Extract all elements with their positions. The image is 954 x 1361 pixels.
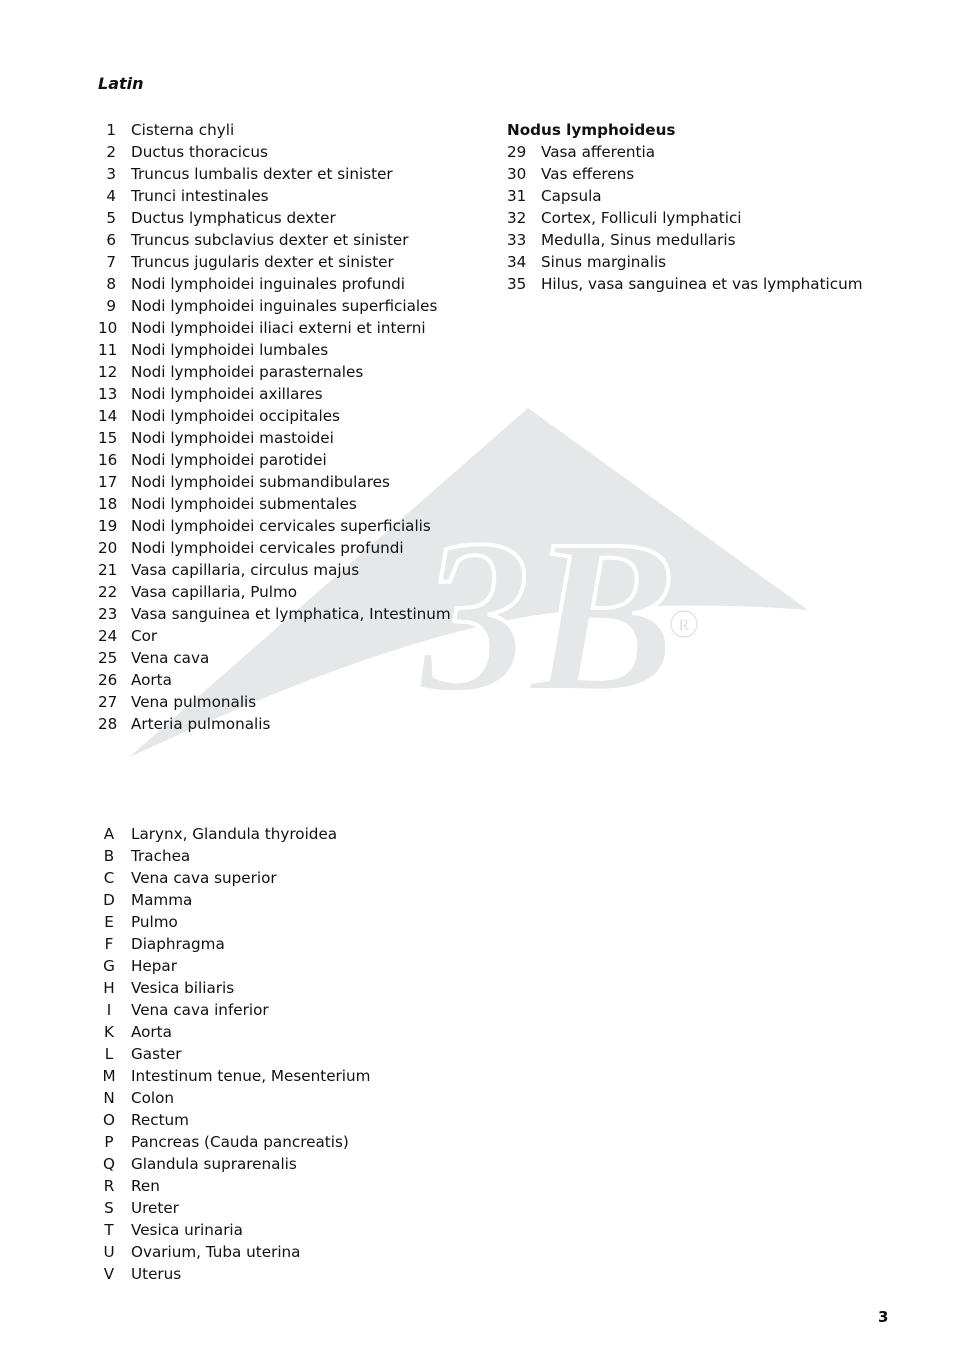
list-item <box>98 889 370 911</box>
list-item <box>507 185 863 207</box>
list-item <box>507 229 863 251</box>
item-label: Nodi lymphoidei parasternales <box>131 363 364 381</box>
item-key: 22 <box>98 583 118 601</box>
list-item <box>98 603 451 625</box>
item-label: Nodi lymphoidei axillares <box>131 385 323 403</box>
list-item <box>98 1197 370 1219</box>
list-item <box>98 1109 370 1131</box>
item-key: 23 <box>98 605 118 623</box>
item-label: Arteria pulmonalis <box>131 715 271 733</box>
item-label: Nodi lymphoidei cervicales superficialis <box>131 517 431 535</box>
list-item <box>98 471 451 493</box>
list-item <box>98 911 370 933</box>
item-label: Vena cava superior <box>131 869 277 887</box>
item-key: L <box>104 1045 114 1063</box>
item-label: Vasa afferentia <box>541 143 656 161</box>
item-key: 20 <box>98 539 118 557</box>
item-label: Ren <box>131 1177 160 1195</box>
item-key: M <box>102 1067 116 1085</box>
item-key: 27 <box>98 693 118 711</box>
item-key: 30 <box>507 165 527 183</box>
item-key: 10 <box>98 319 118 337</box>
list-item <box>98 515 451 537</box>
item-label: Nodi lymphoidei cervicales profundi <box>131 539 404 557</box>
item-key: K <box>104 1023 114 1041</box>
list-item <box>98 119 451 141</box>
list-item <box>98 207 451 229</box>
item-label: Vena cava <box>131 649 210 667</box>
list-item <box>98 933 370 955</box>
list-item <box>98 405 451 427</box>
item-key: R <box>103 1177 115 1195</box>
item-key: 12 <box>98 363 118 381</box>
item-label: Vasa capillaria, Pulmo <box>131 583 298 601</box>
list-item <box>98 1065 370 1087</box>
item-label: Nodi lymphoidei iliaci externi et interni <box>131 319 426 337</box>
item-key: P <box>104 1133 114 1151</box>
nodus-lymphoideus-section <box>507 119 863 295</box>
item-label: Aorta <box>131 671 172 689</box>
item-label: Pancreas (Cauda pancreatis) <box>131 1133 349 1151</box>
list-item <box>98 383 451 405</box>
item-label: Intestinum tenue, Mesenterium <box>131 1067 371 1085</box>
list-item <box>98 1175 370 1197</box>
list-item <box>98 273 451 295</box>
item-key: G <box>103 957 115 975</box>
item-label: Sinus marginalis <box>541 253 667 271</box>
list-item <box>98 999 370 1021</box>
item-label: Vasa sanguinea et lymphatica, Intestinum <box>131 605 451 623</box>
item-key: S <box>104 1199 114 1217</box>
item-key: Q <box>103 1155 115 1173</box>
item-label: Nodi lymphoidei mastoidei <box>131 429 334 447</box>
item-label: Vas efferens <box>541 165 635 183</box>
item-label: Nodi lymphoidei submentales <box>131 495 357 513</box>
item-label: Vesica biliaris <box>131 979 235 997</box>
list-item <box>98 713 451 735</box>
list-item <box>98 339 451 361</box>
item-key: 18 <box>98 495 118 513</box>
list-item <box>507 273 863 295</box>
item-label: Rectum <box>131 1111 189 1129</box>
item-key: 32 <box>507 209 527 227</box>
item-key: D <box>103 891 115 909</box>
item-label: Nodi lymphoidei submandibulares <box>131 473 390 491</box>
item-key: 35 <box>507 275 527 293</box>
list-item <box>98 955 370 977</box>
item-label: Capsula <box>541 187 602 205</box>
item-label: Diaphragma <box>131 935 225 953</box>
item-label: Glandula suprarenalis <box>131 1155 297 1173</box>
item-label: Hilus, vasa sanguinea et vas lymphaticum <box>541 275 863 293</box>
numbered-legend-list <box>98 119 451 735</box>
item-label: Medulla, Sinus medullaris <box>541 231 736 249</box>
item-key: 28 <box>98 715 118 733</box>
list-item <box>98 845 370 867</box>
3b-logo-text-icon: 3B <box>420 494 677 738</box>
list-item <box>98 537 451 559</box>
item-key: F <box>104 935 114 953</box>
item-key: 8 <box>106 275 116 293</box>
item-key: 16 <box>98 451 118 469</box>
lettered-legend-list <box>98 823 370 1285</box>
item-key: 7 <box>106 253 116 271</box>
item-key: 19 <box>98 517 118 535</box>
item-label: Ureter <box>131 1199 179 1217</box>
item-label: Truncus jugularis dexter et sinister <box>131 253 394 271</box>
item-key: I <box>106 1001 112 1019</box>
page-number: 3 <box>878 1308 889 1326</box>
page-heading: Latin <box>98 74 144 93</box>
item-label: Ductus lymphaticus dexter <box>131 209 336 227</box>
list-item <box>98 449 451 471</box>
item-label: Colon <box>131 1089 175 1107</box>
item-key: 11 <box>98 341 118 359</box>
list-item <box>98 317 451 339</box>
item-key: 29 <box>507 143 527 161</box>
item-key: 24 <box>98 627 118 645</box>
list-item <box>98 163 451 185</box>
item-key: E <box>104 913 114 931</box>
item-label: Gaster <box>131 1045 182 1063</box>
item-key: 31 <box>507 187 527 205</box>
item-key: A <box>103 825 115 843</box>
item-key: C <box>103 869 115 887</box>
item-key: 33 <box>507 231 527 249</box>
item-label: Nodi lymphoidei inguinales profundi <box>131 275 406 293</box>
item-label: Truncus lumbalis dexter et sinister <box>131 165 393 183</box>
item-label: Aorta <box>131 1023 172 1041</box>
item-key: 9 <box>106 297 116 315</box>
item-key: H <box>103 979 115 997</box>
list-item <box>98 1263 370 1285</box>
item-label: Vena pulmonalis <box>131 693 257 711</box>
item-label: Ovarium, Tuba uterina <box>131 1243 301 1261</box>
item-label: Vesica urinaria <box>131 1221 243 1239</box>
list-item <box>98 1153 370 1175</box>
item-label: Larynx, Glandula thyroidea <box>131 825 338 843</box>
list-item <box>98 1043 370 1065</box>
list-item <box>98 647 451 669</box>
list-item <box>98 295 451 317</box>
item-key: 2 <box>106 143 116 161</box>
item-key: 14 <box>98 407 118 425</box>
item-key: 1 <box>106 121 116 139</box>
list-item <box>507 163 863 185</box>
svg-text:R: R <box>678 617 690 634</box>
item-key: N <box>103 1089 115 1107</box>
list-item <box>98 1241 370 1263</box>
list-item <box>98 141 451 163</box>
list-item <box>98 229 451 251</box>
list-item <box>98 427 451 449</box>
item-label: Nodi lymphoidei occipitales <box>131 407 340 425</box>
list-item <box>98 977 370 999</box>
list-item <box>98 581 451 603</box>
list-item <box>98 1219 370 1241</box>
item-label: Vasa capillaria, circulus majus <box>131 561 360 579</box>
list-item <box>98 1087 370 1109</box>
item-key: V <box>103 1265 115 1283</box>
item-label: Truncus subclavius dexter et sinister <box>131 231 409 249</box>
item-key: 26 <box>98 671 118 689</box>
item-key: B <box>103 847 115 865</box>
item-key: 3 <box>106 165 116 183</box>
list-item <box>98 867 370 889</box>
list-item <box>98 493 451 515</box>
item-label: Trunci intestinales <box>131 187 269 205</box>
item-key: 17 <box>98 473 118 491</box>
item-key: T <box>104 1221 114 1239</box>
item-label: Hepar <box>131 957 177 975</box>
item-label: Cortex, Folliculi lymphatici <box>541 209 742 227</box>
item-label: Trachea <box>131 847 191 865</box>
item-label: Mamma <box>131 891 193 909</box>
list-item <box>507 251 863 273</box>
list-item <box>98 1131 370 1153</box>
item-label: Pulmo <box>131 913 178 931</box>
item-label: Uterus <box>131 1265 182 1283</box>
list-item <box>98 185 451 207</box>
list-item <box>98 669 451 691</box>
item-label: Nodi lymphoidei inguinales superficiales <box>131 297 438 315</box>
item-key: 4 <box>106 187 116 205</box>
list-item <box>507 207 863 229</box>
list-item <box>98 559 451 581</box>
list-item <box>98 625 451 647</box>
item-key: 5 <box>106 209 116 227</box>
item-key: 34 <box>507 253 527 271</box>
item-label: Vena cava inferior <box>131 1001 269 1019</box>
item-key: 25 <box>98 649 118 667</box>
list-item <box>98 251 451 273</box>
list-item <box>98 1021 370 1043</box>
item-label: Ductus thoracicus <box>131 143 268 161</box>
list-item <box>98 361 451 383</box>
item-key: 6 <box>106 231 116 249</box>
item-key: 21 <box>98 561 118 579</box>
item-key: U <box>103 1243 115 1261</box>
item-key: 15 <box>98 429 118 447</box>
item-key: 13 <box>98 385 118 403</box>
item-label: Cisterna chyli <box>131 121 235 139</box>
item-label: Cor <box>131 627 158 645</box>
item-label: Nodi lymphoidei lumbales <box>131 341 329 359</box>
item-label: Nodi lymphoidei parotidei <box>131 451 327 469</box>
list-item <box>98 691 451 713</box>
list-item <box>98 823 370 845</box>
section-title: Nodus lymphoideus <box>507 121 676 139</box>
item-key: O <box>103 1111 115 1129</box>
list-item <box>507 141 863 163</box>
